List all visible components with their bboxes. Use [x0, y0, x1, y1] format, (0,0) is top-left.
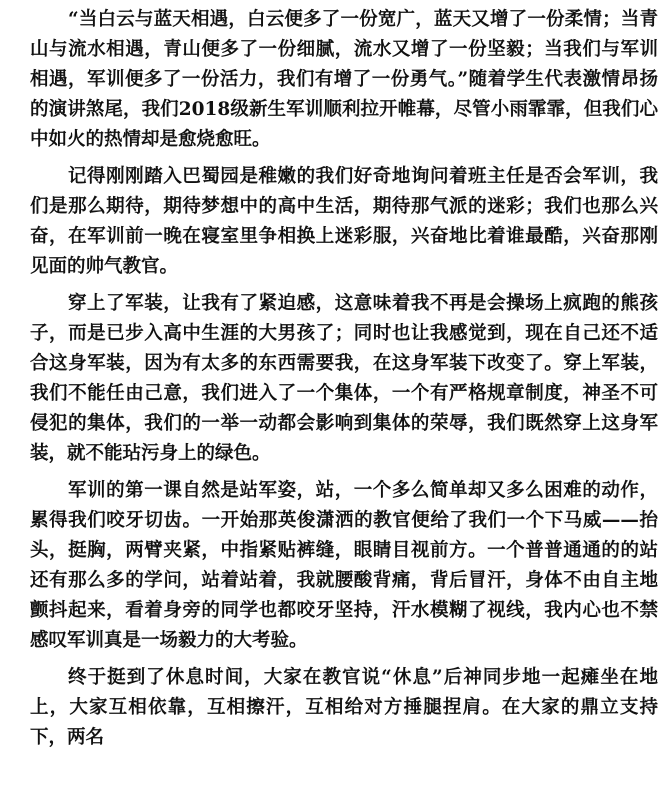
- paragraph-3: 穿上了军装，让我有了紧迫感，这意味着我不再是会操场上疯跑的熊孩子，而是已步入高中生涯的大男孩了；同时也让我感觉到，现在自己还不适合这身军装，因为有太多的东西需要我，在这身军装下改变了。穿上军装，我们不能任由己意，我们进入了一个集体，一个有严格规章制度，神圣不可侵犯的集体，我们的一举一动都会影响到集体的荣辱，我们既然穿上这身军装，就不能玷污身上的绿色。: [30, 293, 658, 464]
- paragraph-5: 终于挺到了休息时间，大家在教官说“休息”后神同步地一起瘫坐在地上，大家互相依靠，互相擦汗，互相给对方捶腿捏肩。在大家的鼎立支持下，两名: [30, 667, 658, 748]
- paragraph-1: “当白云与蓝天相遇，白云便多了一份宽广，蓝天又增了一份柔情；当青山与流水相遇，青山便多了一份细腻，流水又增了一份坚毅；当我们与军训相遇，军训便多了一份活力，我们有增了一份勇气。”随着学生代表激情昂扬的演讲煞尾，我们2018级新生军训顺利拉开帷幕，尽管小雨霏霏，但我们心中如火的热情却是愈烧愈旺。: [30, 9, 658, 150]
- paragraph-2: 记得刚刚踏入巴蜀园是稚嫩的我们好奇地询问着班主任是否会军训，我们是那么期待，期待梦想中的高中生活，期待那气派的迷彩；我们也那么兴奋，在军训前一晚在寝室里争相换上迷彩服，兴奋地比着谁最酷，兴奋那刚见面的帅气教官。: [30, 166, 658, 277]
- paragraph-4: 军训的第一课自然是站军姿，站，一个多么简单却又多么困难的动作，累得我们咬牙切齿。一开始那英俊潇洒的教官便给了我们一个下马威——抬头，挺胸，两臂夹紧，中指紧贴裤缝，眼睛目视前方。一个普普通通的的站还有那么多的学问，站着站着，我就腰酸背痛，背后冒汗，身体不由自主地颤抖起来，看着身旁的同学也都咬牙坚持，汗水模糊了视线，我内心也不禁感叹军训真是一场毅力的大考验。: [30, 480, 658, 651]
- document-page: [30, 5, 658, 753]
